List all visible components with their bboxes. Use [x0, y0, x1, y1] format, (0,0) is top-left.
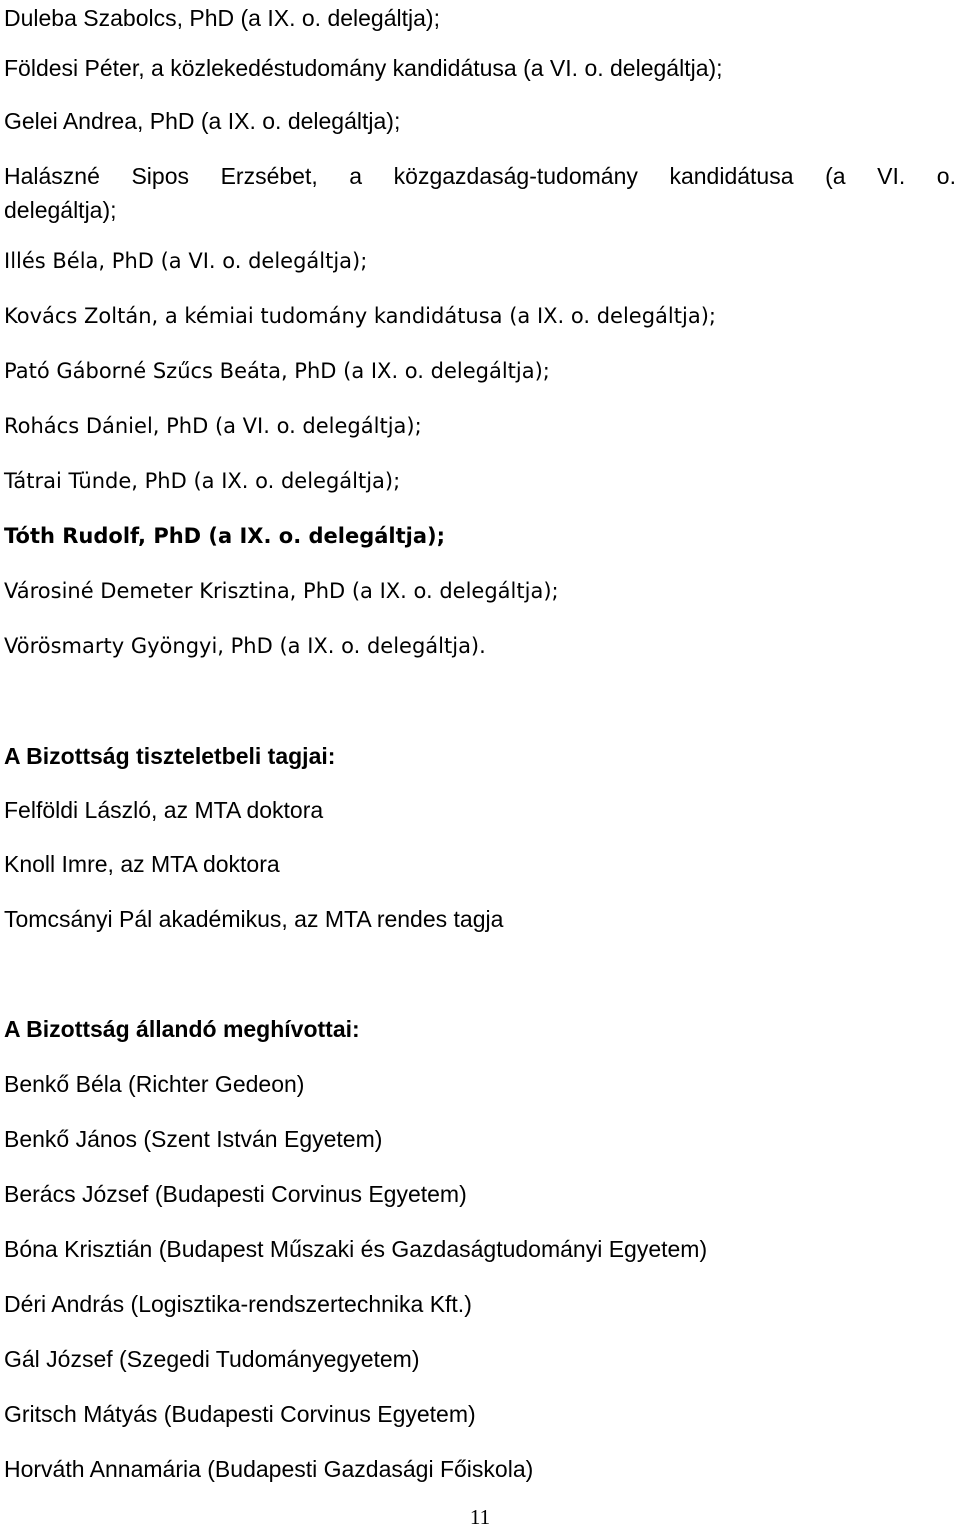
- member-gelei: Gelei Andrea, PhD (a IX. o. delegáltja);: [4, 108, 401, 134]
- member-toth: Tóth Rudolf, PhD (a IX. o. delegáltja);: [4, 524, 446, 548]
- honorary-item: Felföldi László, az MTA doktora: [4, 797, 324, 823]
- member-vorosmarty: Vörösmarty Gyöngyi, PhD (a IX. o. delegáltja).: [4, 634, 486, 658]
- invited-item: Horváth Annamária (Budapesti Gazdasági Főiskola): [4, 1456, 534, 1482]
- honorary-item: Knoll Imre, az MTA doktora: [4, 851, 280, 877]
- invited-item: Berács József (Budapesti Corvinus Egyetem): [4, 1181, 467, 1207]
- invited-item: Gritsch Mátyás (Budapesti Corvinus Egyetem): [4, 1401, 476, 1427]
- page-number: 11: [469, 1505, 491, 1529]
- member-duleba: Duleba Szabolcs, PhD (a IX. o. delegáltja);: [4, 5, 440, 31]
- member-varosine: Városiné Demeter Krisztina, PhD (a IX. o. delegáltja);: [4, 579, 559, 603]
- member-tatrai: Tátrai Tünde, PhD (a IX. o. delegáltja);: [4, 469, 401, 493]
- invited-item: Bóna Krisztián (Budapest Műszaki és Gazdaságtudományi Egyetem): [4, 1236, 708, 1262]
- honorary-heading: A Bizottság tiszteletbeli tagjai:: [4, 743, 336, 769]
- member-rohacs: Rohács Dániel, PhD (a VI. o. delegáltja);: [4, 414, 422, 438]
- invited-item: Benkő Béla (Richter Gedeon): [4, 1071, 305, 1097]
- member-halaszne-line1: Halászné Sipos Erzsébet, a közgazdaság-tudomány kandidátusa (a VI. o.: [4, 163, 956, 189]
- honorary-item: Tomcsányi Pál akadémikus, az MTA rendes tagja: [4, 906, 504, 932]
- member-pato: Pató Gáborné Szűcs Beáta, PhD (a IX. o. delegáltja);: [4, 359, 550, 383]
- member-halaszne-line2: delegáltja);: [4, 197, 117, 223]
- invited-item: Benkő János (Szent István Egyetem): [4, 1126, 383, 1152]
- invited-heading: A Bizottság állandó meghívottai:: [4, 1016, 360, 1042]
- invited-item: Déri András (Logisztika-rendszertechnika Kft.): [4, 1291, 472, 1317]
- invited-item: Gál József (Szegedi Tudományegyetem): [4, 1346, 420, 1372]
- member-foldesi: Földesi Péter, a közlekedéstudomány kandidátusa (a VI. o. delegáltja);: [4, 55, 723, 81]
- member-illes: Illés Béla, PhD (a VI. o. delegáltja);: [4, 249, 368, 273]
- member-kovacs: Kovács Zoltán, a kémiai tudomány kandidátusa (a IX. o. delegáltja);: [4, 304, 716, 328]
